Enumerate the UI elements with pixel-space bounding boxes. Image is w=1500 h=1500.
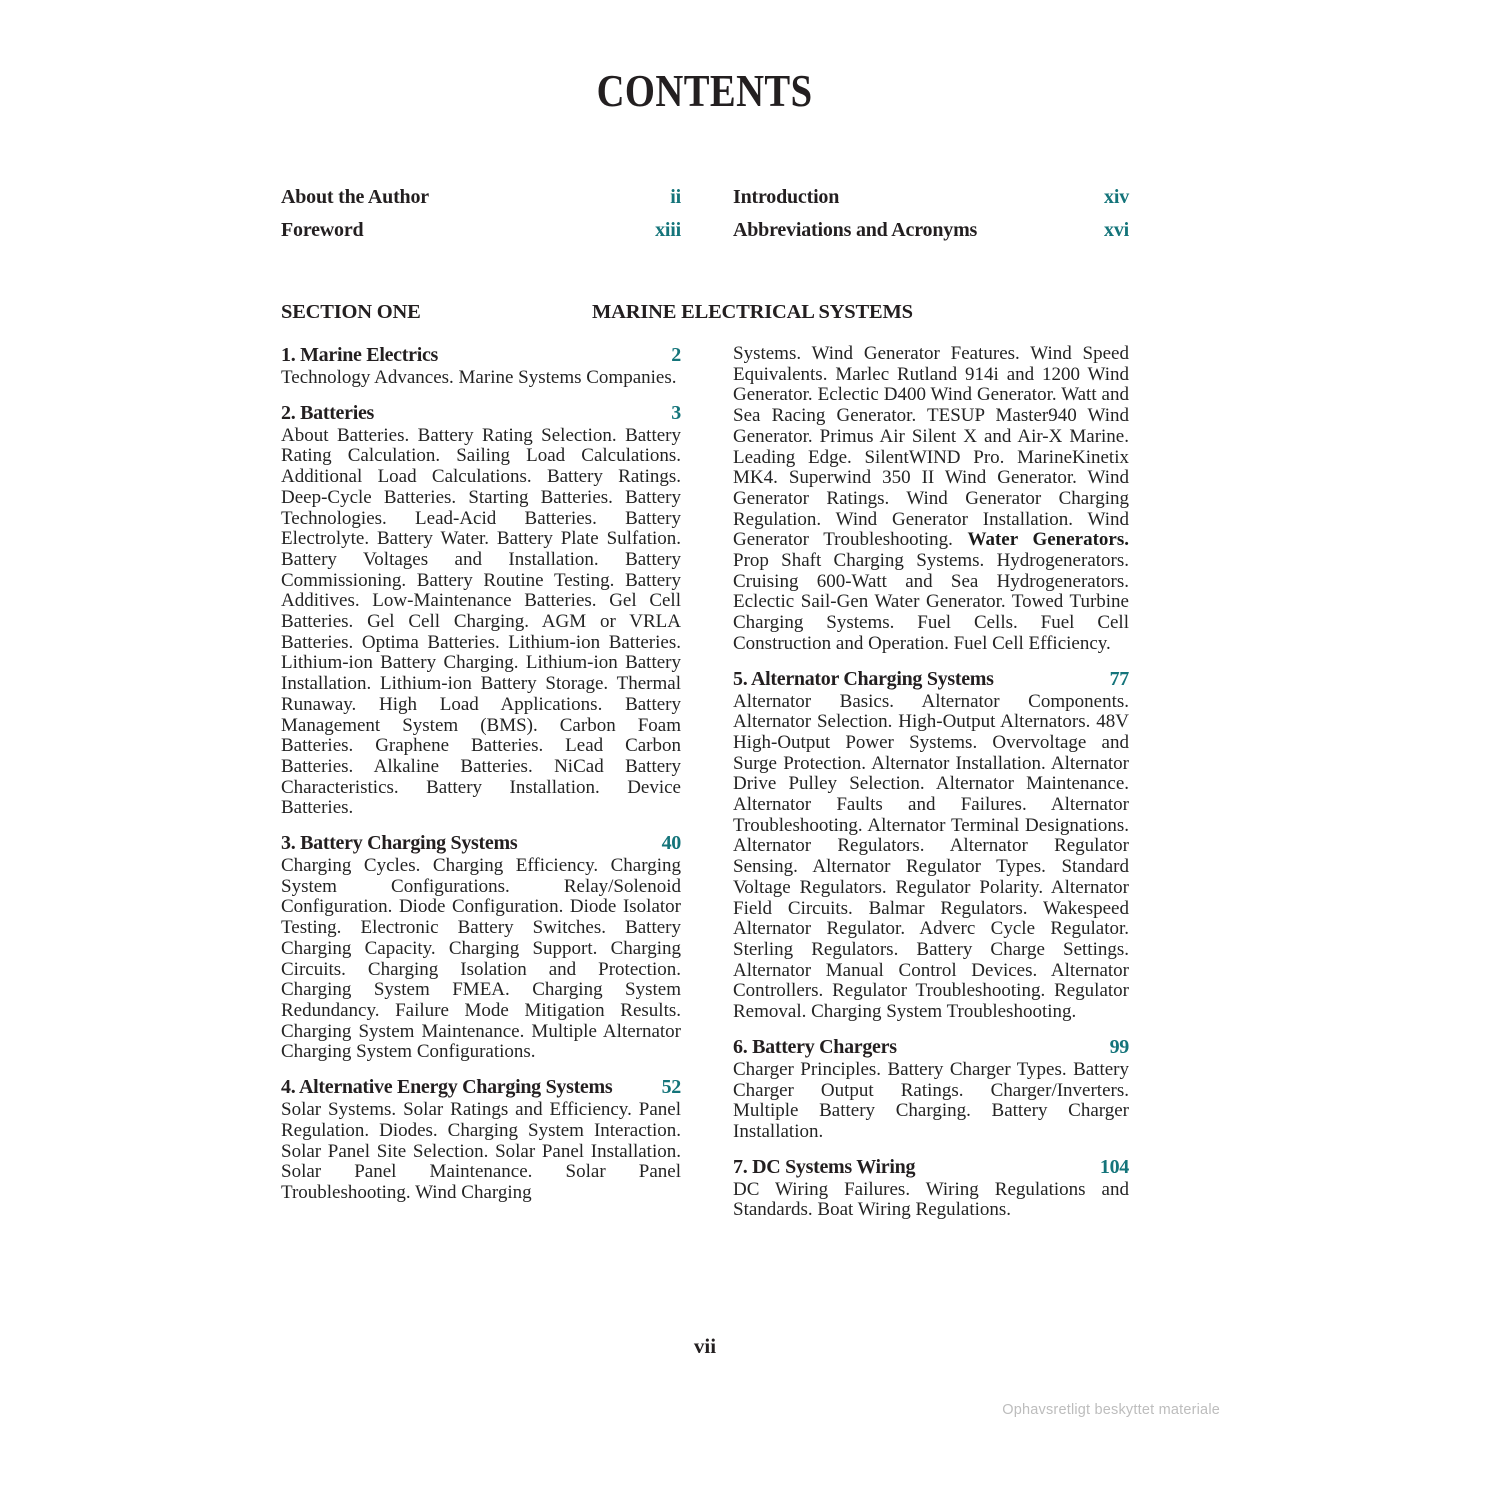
chapter-title: 6. Battery Chargers	[733, 1035, 897, 1058]
chapter-title: 4. Alternative Energy Charging Systems	[281, 1076, 613, 1099]
chapter-topics: Charging Cycles. Charging Efficiency. Charging System Configurations. Relay/Solenoid Configuration. Diode Configuration. Diode Isolator Testing. Electronic Battery Switches. Battery Charging Capacity. Charging Support. Charging Circuits. Charging Isolation and Protection. Charging System FMEA. Charging System Redundancy. Failure Mode Mitigation Results. Charging System Maintenance. Multiple Alternator Charging System Configurations.	[281, 855, 681, 1063]
chapter-title: 7. DC Systems Wiring	[733, 1155, 916, 1178]
toc-right-column	[733, 344, 1129, 1234]
toc-entry-heading	[733, 1036, 1129, 1059]
chapter-title: 1. Marine Electrics	[281, 344, 439, 366]
chapter-topics: Alternator Basics. Alternator Components. Alternator Selection. High-Output Alternators. 48V High-Output Power Systems. Overvoltage and Surge Protection. Alternator Installation. Alternator Drive Pulley Selection. Alternator Maintenance. Alternator Faults and Failures. Alternator Troubleshooting. Alternator Terminal Designations. Alternator Regulators. Alternator Regulator Sensing. Alternator Regulator Types. Standard Voltage Regulators. Regulator Polarity. Alternator Field Circuits. Balmar Regulators. Wakespeed Alternator Regulator. Adverc Cycle Regulator. Sterling Regulators. Battery Charge Settings. Alternator Manual Control Devices. Alternator Controllers. Regulator Troubleshooting. Regulator Removal. Charging System Troubleshooting.	[733, 690, 1129, 1023]
toc-entry-battery-chargers	[733, 1036, 1129, 1143]
front-matter-item-foreword	[281, 219, 681, 242]
chapter-title: 5. Alternator Charging Systems	[733, 667, 994, 690]
chapter-topics: DC Wiring Failures. Wiring Regulations and Standards. Boat Wiring Regulations.	[733, 1178, 1129, 1221]
front-matter-item-about-the-author	[281, 186, 681, 209]
chapter-page-number: 52	[661, 1076, 681, 1099]
text-block	[281, 0, 1129, 1500]
toc-entry-marine-electrics	[281, 344, 681, 389]
chapter-topics: Technology Advances. Marine Systems Companies.	[281, 367, 677, 388]
continuation-text: Prop Shaft Charging Systems. Hydrogenerators. Cruising 600-Watt and Sea Hydrogenerators. Eclectic Sail-Gen Water Generator. Towed Turbine Charging Systems. Fuel Cells. Fuel Cell Construction and Operation. Fuel Cell Efficiency.	[733, 550, 1129, 654]
chapter-page-number: 3	[671, 401, 681, 424]
front-matter-item-introduction	[733, 186, 1129, 209]
toc-entry-dc-systems-wiring	[733, 1156, 1129, 1221]
toc-entry-heading	[733, 1156, 1129, 1179]
chapter-topics: Charger Principles. Battery Charger Types. Battery Charger Output Ratings. Charger/Inverters. Multiple Battery Charging. Battery Charger Installation.	[733, 1058, 1129, 1142]
chapter-topics: Solar Systems. Solar Ratings and Efficiency. Panel Regulation. Diodes. Charging System Interaction. Solar Panel Site Selection. Solar Panel Installation. Solar Panel Maintenance. Solar Panel Troubleshooting. Wind Charging	[281, 1099, 681, 1203]
toc-entry-alternative-energy-charging-systems	[281, 1076, 681, 1204]
chapter-title: 3. Battery Charging Systems	[281, 832, 518, 855]
continuation-text: Systems. Wind Generator Features. Wind Speed Equivalents. Marlec Rutland 914i and 1200 Wind Generator. Eclectic D400 Wind Generator. Watt and Sea Racing Generator. TESUP Master940 Wind Generator. Primus Air Silent X and Air-X Marine. Leading Edge. SilentWIND Pro. MarineKinetix MK4. Superwind 350 II Wind Generator. Wind Generator Ratings. Wind Generator Charging Regulation. Wind Generator Installation. Wind Generator Troubleshooting.	[733, 343, 1129, 551]
front-matter-page-number: xiv	[1104, 186, 1129, 208]
toc-left-column	[281, 344, 681, 1217]
toc-entry-heading	[281, 344, 681, 367]
front-matter-page-number: ii	[670, 186, 681, 208]
chapter-page-number: 104	[1099, 1155, 1129, 1178]
front-matter-page-number: xvi	[1104, 219, 1129, 241]
front-matter-label: Foreword	[281, 219, 364, 241]
front-matter-label: Introduction	[733, 186, 840, 208]
toc-entry-batteries	[281, 402, 681, 819]
chapter-title: 2. Batteries	[281, 401, 375, 424]
chapter-page-number: 77	[1109, 667, 1129, 690]
toc-entry-heading	[733, 668, 1129, 691]
front-matter-item-abbreviations	[733, 219, 1129, 242]
toc-body	[281, 344, 1129, 1234]
section-header	[281, 301, 1129, 325]
toc-entry-alternator-charging-systems	[733, 668, 1129, 1023]
chapter-topics: About Batteries. Battery Rating Selection. Battery Rating Calculation. Sailing Load Calculations. Additional Load Calculations. Battery Ratings. Deep-Cycle Batteries. Starting Batteries. Battery Technologies. Lead-Acid Batteries. Battery Electrolyte. Battery Water. Battery Plate Sulfation. Battery Voltages and Installation. Battery Commissioning. Battery Routine Testing. Battery Additives. Low-Maintenance Batteries. Gel Cell Batteries. Gel Cell Charging. AGM or VRLA Batteries. Optima Batteries. Lithium-ion Batteries. Lithium-ion Battery Charging. Lithium-ion Battery Installation. Lithium-ion Battery Storage. Thermal Runaway. High Load Applications. Battery Management System (BMS). Carbon Foam Batteries. Graphene Batteries. Lead Carbon Batteries. Alkaline Batteries. NiCad Battery Characteristics. Battery Installation. Device Batteries.	[281, 424, 681, 819]
page-title-text: CONTENTS	[597, 65, 813, 116]
front-matter-page-number: xiii	[655, 219, 681, 241]
page-title	[281, 64, 1129, 117]
chapter-page-number: 2	[671, 344, 681, 366]
front-matter-label: About the Author	[281, 186, 429, 208]
chapter4-topics-continuation	[733, 344, 1129, 655]
toc-entry-heading	[281, 402, 681, 425]
folio-page-number: vii	[693, 1334, 717, 1358]
copyright-watermark: Ophavsretligt beskyttet materiale	[1002, 1402, 1220, 1418]
front-matter-label: Abbreviations and Acronyms	[733, 219, 978, 241]
toc-entry-battery-charging-systems	[281, 832, 681, 1063]
continuation-bold-text: Water Generators.	[967, 529, 1129, 551]
toc-entry-heading	[281, 1076, 681, 1099]
toc-entry-heading	[281, 832, 681, 855]
section-label: SECTION ONE	[281, 301, 421, 323]
front-matter-list	[281, 186, 1129, 242]
chapter-page-number: 40	[661, 832, 681, 855]
chapter-page-number: 99	[1109, 1035, 1129, 1058]
section-title: MARINE ELECTRICAL SYSTEMS	[592, 301, 913, 323]
